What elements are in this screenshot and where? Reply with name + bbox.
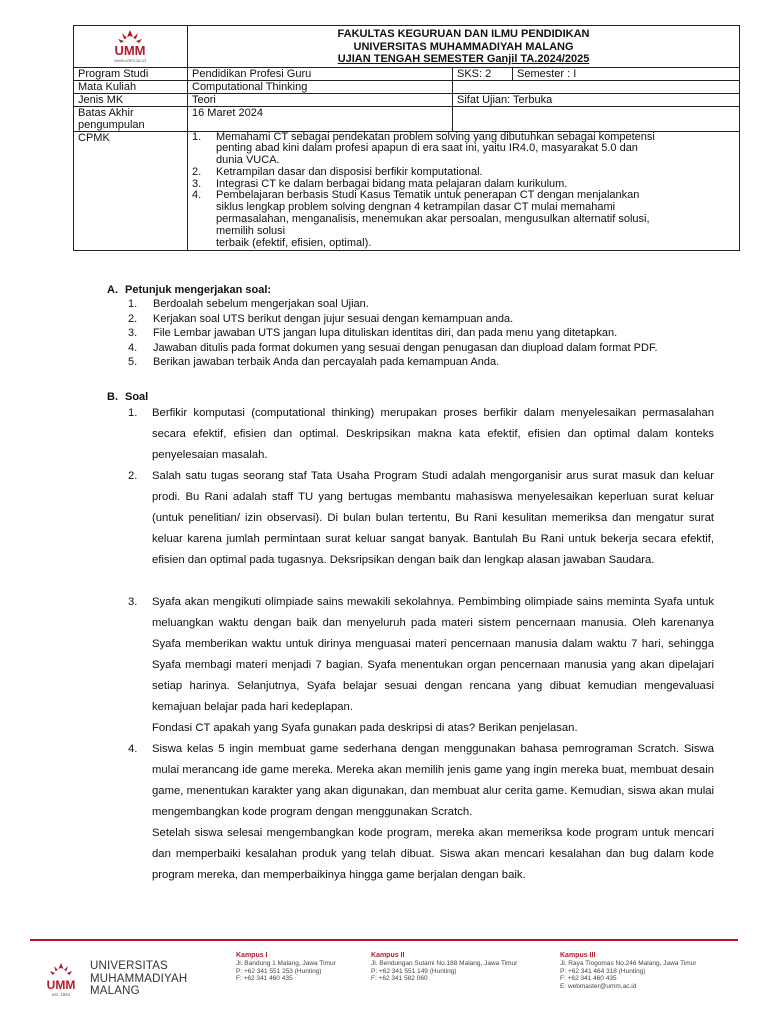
question-text: Salah satu tugas seorang staf Tata Usaha Program Studi adalah mengorganisir arus surat masuk dan keluar prodi. Bu Rani adalah staff TU yang bertugas membantu mahasiswa menyelesaikan keperluan surat keluar (untuk penelitian/ izin observasi). Di bulan bulan tertentu, Bu Rani kesulitan memeriksa dan mengatur surat keluar karena jumlah permintaan surat keluar sangat banyak. Bantulah Bu Rani untuk bekerja secara efektif, efisien dan optimal pada tugasnya. Deksripsikan dengan baik dan lengkap alasan jawaban Saudara. xyxy=(152,470,714,566)
exam-page: UMM www.umm.ac.id FAKULTAS KEGURUAN DAN ILMU PENDIDIKAN UNIVERSITAS MUHAMMADIYAH MALANG UJIAN TENGAH SEMESTER Ganjil TA.2024/2025 Program Studi Pendidikan Profesi Guru SKS: 2 Semester : I Mata Kuliah Computational Thinking Jenis MK Teori Sifat Ujian: Terbuka Batas Akhir pengumpulan 16 Maret 2024 CPMK 1. Memahami CT sebagai pendekatan problem solving yang dibutuhkan sebagai kompetensi penting abad kini dalam profesi apapun di era saat ini, yaitu IR4.0, masyarakat 5.0 dan dunia VUCA. 2. Ketrampilan dasar dan disposisi berfikir komputational. 3. Integrasi CT ke dalam berbagai bidang mata pelajaran dalam kurikulum. 4. Pembelajaran berbasis Studi Kasus Tematik untuk penerapan CT dengan menjalankan siklus lengkap problem solving dengnan 4 ketrampilan dasar CT mulai memahami permasalahan, menganalisis, menemukan akar persoalan, mengusulkan alternatif solusi, memilih solusi terbaik (efektif, efisien, optimal). A. Petunjuk mengerjakan soal: 1. Berdoalah sebelum mengerjakan soal Ujian. 2. Kerjakan soal UTS berikut dengan jujur sesuai dengan kemampuan anda. 3. File Lembar jawaban UTS jangan lupa dituliskan identitas diri, dan pada menu yang ditetapkan. 4. Jawaban ditulis pada format dokumen yang sesuai dengan penugasan dan diupload dalam format PDF. 5. Berikan jawaban terbaik Anda dan percayalah pada kemampuan Anda. B. Soal 1. Berfikir komputasi (computational thinking) merupakan proses berfikir dalam menyelesaikan permasalahan secara efektif, efisien dan optimal. Deskripsikan makna kata efektif, efisien dan optimal dalam konteks penyelesaian masalah. 2. Salah satu tugas seorang staf Tata Usaha Program Studi adalah mengorganisir arus surat masuk dan keluar prodi. Bu Rani adalah staff TU yang bertugas membantu mahasiswa menyelesaikan keperluan surat keluar (untuk penelitian/ izin observasi). Di bulan bulan tertentu, Bu Rani kesulitan memeriksa dan mengatur surat keluar karena jumlah permintaan surat keluar sangat banyak. Bantulah Bu Rani untuk bekerja secara efektif, efisien dan optimal pada tugasnya. Deksripsikan dengan baik dan lengkap alasan jawaban Saudara. 3. Syafa akan mengikuti olimpiade sains mewakili sekolahnya. Pembimbing olimpiade sains meminta Syafa untuk meluangkan waktu dengan baik dan menyeluruh pada materi sistem pencernaan manusia. Oleh karenanya Syafa memberikan waktu untuk dirinya menguasai materi pencernaan manusia dalam waktu 7 hari, sehingga Syafa membagi materi menjadi 7 bagian. Syafa menentukan organ pencernaan manusia yang akan dipelajari setiap harinya. Selanjutnya, Syafa belajar sesuai dengan rencana yang dibuat kemudian mengevaluasi kemajuan belajar pada hari kedeplapan. Fondasi CT apakah yang Syafa gunakan pada deskripsi di atas? Berikan penjelasan. 4. Siswa kelas 5 ingin membuat game sederhana dengan menggunakan bahasa pemrograman Scratch. Siswa mulai merancang ide game mereka. Mereka akan memilih jenis game yang ingin mereka buat, membuat desain game, menentukan karakter yang akan digunakan, dan membuat alur cerita game. Kemudian, siswa akan mulai mengembangkan kode program dengan menggunakan Scratch. Setelah siswa selesai mengembangkan kode program, mereka akan memeriksa kode program untuk mencari dan memperbaiki kesalahan produk yang telah dibuat. Siswa akan mencari kesalahan dan bug dalam kode program mereka, dan memperbaikinya hingga game berjalan dengan baik. UMM est. 1964 UNIVERSITAS MUHAMMADIYAH MALANG Kampus I Jl. Bandung 1 Malang, Jawa Timur P: +62 341 551 253 (Hunting) F: +62 341 460 435 Kampus II Jl. Bendungan Sutami No.188 Malang, Jawa Timur P: +62 341 551 149 (Hunting) F: +62 341 582 060 Kampus III Jl. Raya Tlogomas No.246 Malang, Jawa Timur P: +62 341 464 318 (Hunting) F: +62 341 460 435 E: webmaster@umm.ac.id xyxy=(0,0,768,1024)
jenis-mk-value: Teori xyxy=(188,93,453,106)
cpmk-label: CPMK xyxy=(74,131,188,251)
petunjuk-list xyxy=(128,297,748,370)
mata-kuliah-label: Mata Kuliah xyxy=(74,80,188,93)
exam-title: UJIAN TENGAH SEMESTER Ganjil TA.2024/2025 xyxy=(337,53,590,65)
faculty-name: FAKULTAS KEGURUAN DAN ILMU PENDIDIKAN xyxy=(337,28,590,40)
svg-text:est. 1964: est. 1964 xyxy=(51,992,71,997)
question-prompt: Fondasi CT apakah yang Syafa gunakan pada deskripsi di atas? Berikan penjelasan. xyxy=(152,722,578,734)
question-text: Syafa akan mengikuti olimpiade sains mewakili sekolahnya. Pembimbing olimpiade sains meminta Syafa untuk meluangkan waktu dengan baik dan menyeluruh pada materi sistem pencernaan manusia. Oleh karenanya Syafa memberikan waktu untuk dirinya menguasai materi pencernaan manusia dalam waktu 7 hari, sehingga Syafa membagi materi menjadi 7 bagian. Syafa menentukan organ pencernaan manusia yang akan dipelajari setiap harinya. Selanjutnya, Syafa belajar sesuai dengan rencana yang dibuat kemudian mengevaluasi kemajuan belajar pada hari kedeplapan. xyxy=(152,596,714,713)
header-logo-cell xyxy=(74,26,188,68)
university-name: UNIVERSITAS MUHAMMADIYAH MALANG xyxy=(353,40,574,53)
prodi-label: Program Studi xyxy=(74,67,188,80)
list-item: 5. Berikan jawaban terbaik Anda dan percayalah pada kemampuan Anda. xyxy=(128,356,500,369)
footer-kampus-1: Kampus I Jl. Bandung 1 Malang, Jawa Timur P: +62 341 551 253 (Hunting) F: +62 341 460 435 xyxy=(236,952,336,983)
cpmk-item: 2. Ketrampilan dasar dan disposisi berfikir komputational. xyxy=(192,165,483,178)
svg-text:www.umm.ac.id: www.umm.ac.id xyxy=(114,58,146,63)
sks-value: SKS: 2 xyxy=(453,67,513,80)
header-title-cell xyxy=(188,26,740,68)
question-text-continued: Setelah siswa selesai mengembangkan kode program, mereka akan memeriksa kode program untuk mencari dan memperbaiki kesalahan produk yang telah dibuat. Siswa akan mencari kesalahan dan bug dalam kode program mereka, dan memperbaikinya hingga game berjalan dengan baik. xyxy=(152,827,714,881)
list-item: 1. Berdoalah sebelum mengerjakan soal Ujian. xyxy=(128,298,369,310)
list-item: 3. File Lembar jawaban UTS jangan lupa dituliskan identitas diri, dan pada menu yang ditetapkan. xyxy=(128,327,618,340)
cpmk-item: 1. Memahami CT sebagai pendekatan problem solving yang dibutuhkan sebagai kompetensi penting abad kini dalam profesi apapun di era saat ini, yaitu IR4.0, masyarakat 5.0 dan dunia VUCA. xyxy=(192,130,655,167)
question-text: Berfikir komputasi (computational thinking) merupakan proses berfikir dalam menyelesaikan permasalahan secara efektif, efisien dan optimal. Deskripsikan makna kata efektif, efisien dan optimal dalam konteks penyelesaian masalah. xyxy=(152,407,714,461)
footer-kampus-2: Kampus II Jl. Bendungan Sutami No.188 Malang, Jawa Timur P: +62 341 551 149 (Hunting) F: +62 341 582 060 xyxy=(371,952,518,983)
semester-value: Semester : I xyxy=(513,67,740,80)
footer-university-name: UNIVERSITAS MUHAMMADIYAH MALANG xyxy=(90,960,188,997)
cpmk-list xyxy=(188,132,735,250)
jenis-mk-label: Jenis MK xyxy=(74,93,188,106)
svg-text:UMM: UMM xyxy=(46,978,76,992)
umm-footer-logo-icon xyxy=(38,962,84,998)
soal-heading: B. Soal xyxy=(107,391,149,403)
mata-kuliah-value: Computational Thinking xyxy=(188,80,453,93)
cpmk-item: 3. Integrasi CT ke dalam berbagai bidang mata pelajaran dalam kurikulum. xyxy=(192,177,568,190)
footer-kampus-3: Kampus III Jl. Raya Tlogomas No.246 Malang, Jawa Timur P: +62 341 464 318 (Hunting) F: +62 341 460 435 E: webmaster@umm.ac.id xyxy=(560,952,697,990)
prodi-value: Pendidikan Profesi Guru xyxy=(188,67,453,80)
batas-akhir-label: Batas Akhir pengumpulan xyxy=(74,106,188,131)
list-item: 4. Jawaban ditulis pada format dokumen yang sesuai dengan penugasan dan diupload dalam format PDF. xyxy=(128,341,658,354)
svg-text:UMM: UMM xyxy=(114,43,146,58)
footer-divider xyxy=(30,939,738,941)
sifat-ujian: Sifat Ujian: Terbuka xyxy=(453,93,740,106)
cpmk-cell xyxy=(188,131,740,251)
question-text: Siswa kelas 5 ingin membuat game sederhana dengan menggunakan bahasa pemrograman Scratch. Siswa mulai merancang ide game mereka. Mereka akan memilih jenis game yang ingin mereka buat, membuat desain game, menentukan karakter yang akan digunakan, dan membuat alur cerita game. Kemudian, siswa akan mulai mengembangkan kode program dengan menggunakan Scratch. xyxy=(152,743,714,818)
list-item: 2. Kerjakan soal UTS berikut dengan jujur sesuai dengan kemampuan anda. xyxy=(128,312,514,325)
petunjuk-heading: A. Petunjuk mengerjakan soal: xyxy=(107,284,272,296)
umm-logo-icon xyxy=(100,28,160,64)
exam-header-table xyxy=(73,25,740,251)
batas-akhir-value: 16 Maret 2024 xyxy=(188,106,453,131)
cpmk-item: 4. Pembelajaran berbasis Studi Kasus Tematik untuk penerapan CT dengan menjalankan siklus lengkap problem solving dengnan 4 ketrampilan dasar CT mulai memahami permasalahan, menganalisis, menemukan akar persoalan, mengusulkan alternatif solusi, memilih solusi terbaik (efektif, efisien, optimal). xyxy=(192,189,650,249)
